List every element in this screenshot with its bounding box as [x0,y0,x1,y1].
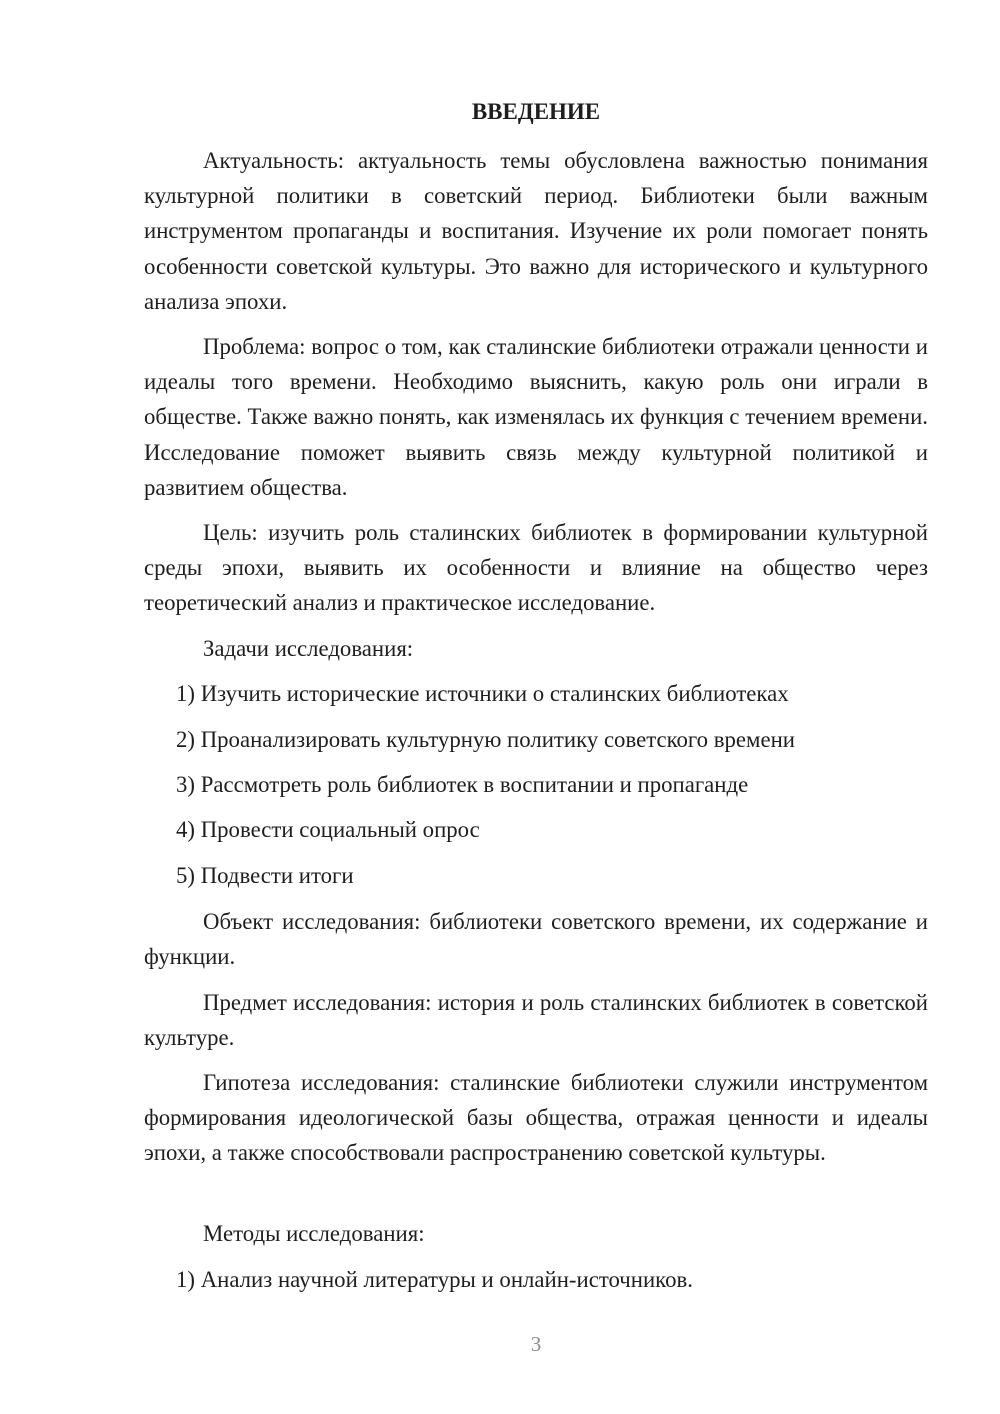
paragraph-text: Методы исследования: [203,1221,425,1246]
paragraph-text: Предмет исследования: история и роль сталинских библиотек в советской культуре. [144,990,928,1051]
paragraph-text: Объект исследования: библиотеки советского времени, их содержание и функции. [144,909,928,970]
page-number: 3 [530,1332,542,1356]
paragraph-text: Задачи исследования: [203,636,414,661]
paragraph-text: Гипотеза исследования: сталинские библиотеки служили инструментом формирования идеологической базы общества, отражая ценности и идеалы эпохи, а также способствовали распространению советской культуры. [144,1070,928,1166]
task-item: 5) Подвести итоги [176,863,354,888]
method-item: 1) Анализ научной литературы и онлайн-источников. [176,1267,693,1292]
task-item: 4) Провести социальный опрос [176,817,480,842]
section-heading: ВВЕДЕНИЕ [471,99,601,124]
task-item: 1) Изучить исторические источники о сталинских библиотеках [176,681,789,706]
task-item: 2) Проанализировать культурную политику советского времени [176,727,795,752]
hypothesis-paragraph [144,1065,928,1171]
object-paragraph [144,904,928,974]
tasks-title [144,631,928,666]
task-item: 3) Рассмотреть роль библиотек в воспитании и пропаганде [176,772,749,797]
relevance-paragraph [144,143,928,319]
goal-paragraph [144,515,928,621]
methods-title [144,1216,928,1251]
paragraph-text: Проблема: вопрос о том, как сталинские библиотеки отражали ценности и идеалы того времени. Необходимо выяснить, какую роль они играли в обществе. Также важно понять, как изменялась их функция с течением времени. Исследование поможет выявить связь между культурной политикой и развитием общества. [144,334,928,500]
paragraph-text: Цель: изучить роль сталинских библиотек в формировании культурной среды эпохи, выявить их особенности и влияние на общество через теоретический анализ и практическое исследование. [144,520,928,616]
subject-paragraph [144,985,928,1055]
paragraph-text: Актуальность: актуальность темы обусловлена важностью понимания культурной политики в советский период. Библиотеки были важным инструментом пропаганды и воспитания. Изучение их роли помогает понять особенности советской культуры. Это важно для исторического и культурного анализа эпохи. [144,148,928,314]
problem-paragraph [144,329,928,505]
